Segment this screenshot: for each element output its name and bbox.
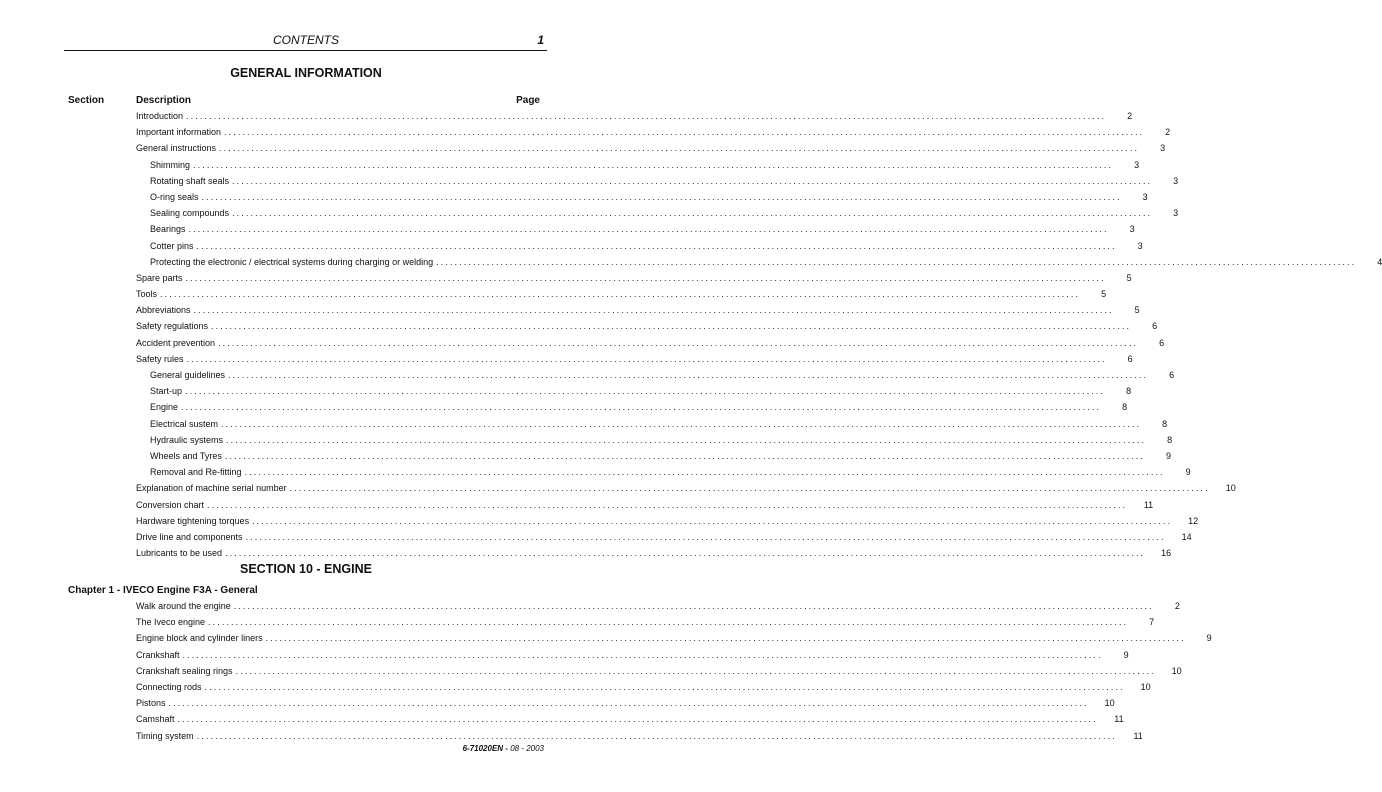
toc-entry-page: 12 <box>1188 515 1199 526</box>
toc-entry-page: 3 <box>1173 208 1179 219</box>
toc-entry-page: 8 <box>1122 402 1128 413</box>
toc-entry <box>136 448 1171 464</box>
dot-leader: ........................................................................................................................................................................................................ <box>228 370 1149 380</box>
toc-entry <box>136 270 1132 286</box>
toc-entry <box>136 630 1212 646</box>
toc-entry-label: Rotating shaft seals <box>150 175 230 186</box>
toc-entry-label: Crankshaft sealing rings <box>136 665 233 676</box>
toc-entry-page: 6 <box>1169 370 1175 380</box>
footer-separator: - <box>503 744 511 753</box>
general-contents-list <box>136 108 1382 561</box>
toc-entry <box>136 157 1140 173</box>
toc-entry-label: Timing system <box>136 730 194 741</box>
column-header-description: Description <box>136 95 192 106</box>
dot-leader: ........................................................................................................................................................................................................ <box>252 515 1173 526</box>
dot-leader: ........................................................................................................................................................................................................ <box>211 321 1132 332</box>
toc-entry-page: 2 <box>1174 601 1180 611</box>
toc-entry-page: 3 <box>1129 224 1135 235</box>
toc-entry-label: Explanation of machine serial number <box>136 483 287 494</box>
toc-entry <box>136 728 1143 744</box>
toc-entry <box>136 647 1129 663</box>
toc-entry-label: Important information <box>136 127 222 138</box>
toc-entry-label: Abbreviations <box>136 305 191 316</box>
toc-entry-label: Spare parts <box>136 272 183 283</box>
dot-leader: ........................................................................................................................................................................................................ <box>436 256 1357 267</box>
toc-entry <box>136 124 1171 140</box>
document-code: 6-71020EN <box>462 744 504 753</box>
page-number: 1 <box>537 33 544 47</box>
dot-leader: ........................................................................................................................................................................................................ <box>225 548 1146 559</box>
toc-entry <box>136 221 1135 237</box>
toc-entry-page: 2 <box>1127 111 1133 121</box>
toc-entry-label: Cotter pins <box>150 240 194 251</box>
toc-entry-page: 10 <box>1104 698 1115 709</box>
toc-entry <box>136 367 1175 383</box>
toc-entry-page: 3 <box>1134 159 1140 170</box>
toc-entry-page: 6 <box>1127 353 1133 364</box>
document-footer <box>463 744 544 753</box>
toc-entry <box>136 432 1173 448</box>
toc-entry-label: Wheels and Tyres <box>150 450 222 461</box>
dot-leader: ........................................................................................................................................................................................................ <box>201 191 1122 202</box>
toc-entry <box>136 108 1133 124</box>
dot-leader: ........................................................................................................................................................................................................ <box>232 175 1153 186</box>
toc-entry-label: Safety regulations <box>136 321 209 332</box>
toc-entry-page: 3 <box>1173 175 1179 186</box>
toc-entry-page: 16 <box>1161 548 1172 559</box>
dot-leader: ........................................................................................................................................................................................................ <box>233 601 1154 611</box>
section-10-heading: SECTION 10 - ENGINE <box>240 562 372 576</box>
dot-leader: ........................................................................................................................................................................................................ <box>204 681 1125 692</box>
toc-entry-page: 10 <box>1171 665 1182 676</box>
dot-leader: ........................................................................................................................................................................................................ <box>188 224 1109 235</box>
toc-entry <box>136 480 1236 496</box>
toc-entry <box>136 335 1165 351</box>
toc-entry-page: 9 <box>1123 649 1129 660</box>
toc-entry-label: Engine block and cylinder liners <box>136 633 263 644</box>
toc-entry <box>136 286 1107 302</box>
toc-entry-label: General instructions <box>136 143 217 154</box>
toc-entry-label: Introduction <box>136 111 184 121</box>
dot-leader: ........................................................................................................................................................................................................ <box>208 617 1129 628</box>
toc-entry-label: Crankshaft <box>136 649 180 660</box>
dot-leader: ........................................................................................................................................................................................................ <box>219 143 1140 154</box>
toc-entry <box>136 383 1132 399</box>
toc-entry-page: 14 <box>1181 531 1192 542</box>
dot-leader: ........................................................................................................................................................................................................ <box>265 633 1186 644</box>
dot-leader: ........................................................................................................................................................................................................ <box>224 450 1145 461</box>
toc-entry <box>136 663 1182 679</box>
toc-entry <box>136 140 1166 156</box>
toc-entry <box>136 695 1115 711</box>
toc-entry-page: 4 <box>1377 256 1382 267</box>
dot-leader: ........................................................................................................................................................................................................ <box>168 698 1089 709</box>
chapter-1-heading: Chapter 1 - IVECO Engine F3A - General <box>68 585 258 596</box>
dot-leader: ........................................................................................................................................................................................................ <box>186 353 1107 364</box>
toc-entry-page: 9 <box>1185 467 1191 478</box>
toc-entry-page: 3 <box>1160 143 1166 154</box>
toc-entry-label: Bearings <box>150 224 186 235</box>
column-header-section: Section <box>68 95 105 106</box>
toc-entry-label: Safety rules <box>136 353 184 364</box>
toc-entry-label: Accident prevention <box>136 337 216 348</box>
engine-contents-list <box>136 598 1212 744</box>
toc-entry-page: 3 <box>1142 191 1148 202</box>
toc-entry <box>136 545 1172 561</box>
toc-entry-label: Drive line and components <box>136 531 243 542</box>
toc-entry-label: Protecting the electronic / electrical systems during charging or welding <box>150 256 434 267</box>
toc-entry-page: 10 <box>1225 483 1236 494</box>
toc-entry <box>136 399 1128 415</box>
dot-leader: ........................................................................................................................................................................................................ <box>182 649 1103 660</box>
toc-entry-page: 11 <box>1114 714 1124 725</box>
dot-leader: ........................................................................................................................................................................................................ <box>193 305 1114 316</box>
toc-entry-label: Engine <box>150 402 179 413</box>
dot-leader: ........................................................................................................................................................................................................ <box>221 418 1142 429</box>
dot-leader: ........................................................................................................................................................................................................ <box>160 289 1081 300</box>
header-rule <box>64 50 547 51</box>
dot-leader: ........................................................................................................................................................................................................ <box>186 111 1107 121</box>
toc-entry-label: Connecting rods <box>136 681 202 692</box>
toc-entry <box>136 464 1191 480</box>
dot-leader: ........................................................................................................................................................................................................ <box>235 665 1156 676</box>
toc-entry-page: 7 <box>1149 617 1155 628</box>
toc-entry-label: Tools <box>136 289 158 300</box>
toc-entry <box>136 238 1143 254</box>
toc-entry <box>136 497 1154 513</box>
dot-leader: ........................................................................................................................................................................................................ <box>207 499 1128 510</box>
toc-entry <box>136 513 1199 529</box>
toc-entry-label: Shimming <box>150 159 191 170</box>
running-header-title: CONTENTS <box>273 33 339 47</box>
toc-entry-label: Removal and Re-fitting <box>150 467 242 478</box>
toc-entry-page: 8 <box>1126 386 1132 397</box>
dot-leader: ........................................................................................................................................................................................................ <box>193 159 1114 170</box>
toc-entry-label: Conversion chart <box>136 499 205 510</box>
toc-entry <box>136 318 1158 334</box>
toc-entry-page: 5 <box>1101 289 1107 300</box>
toc-entry-page: 3 <box>1137 240 1143 251</box>
general-information-heading: GENERAL INFORMATION <box>230 66 382 80</box>
toc-entry-label: Start-up <box>150 386 183 397</box>
toc-entry <box>136 416 1168 432</box>
dot-leader: ........................................................................................................................................................................................................ <box>177 714 1098 725</box>
toc-entry-page: 9 <box>1206 633 1212 644</box>
toc-entry-page: 5 <box>1126 272 1132 283</box>
dot-leader: ........................................................................................................................................................................................................ <box>245 531 1166 542</box>
toc-entry-label: Sealing compounds <box>150 208 230 219</box>
toc-entry-label: Camshaft <box>136 714 175 725</box>
dot-leader: ........................................................................................................................................................................................................ <box>196 240 1117 251</box>
toc-entry <box>136 614 1155 630</box>
toc-entry-page: 6 <box>1159 337 1165 348</box>
dot-leader: ........................................................................................................................................................................................................ <box>196 730 1117 741</box>
toc-entry-label: Hydraulic systems <box>150 434 224 445</box>
toc-entry <box>136 529 1192 545</box>
toc-entry <box>136 302 1140 318</box>
toc-entry-page: 9 <box>1165 450 1171 461</box>
toc-entry-page: 10 <box>1140 681 1151 692</box>
toc-entry-page: 11 <box>1143 499 1154 510</box>
toc-entry <box>136 679 1151 695</box>
column-header-page: Page <box>516 95 540 106</box>
dot-leader: ........................................................................................................................................................................................................ <box>232 208 1153 219</box>
toc-entry <box>136 205 1179 221</box>
toc-entry-label: Electrical sustem <box>150 418 219 429</box>
dot-leader: ........................................................................................................................................................................................................ <box>289 483 1210 494</box>
toc-entry-page: 2 <box>1165 127 1171 138</box>
toc-entry-label: Walk around the engine <box>136 601 231 611</box>
toc-entry <box>136 173 1179 189</box>
toc-entry <box>136 189 1148 205</box>
toc-entry-label: Lubricants to be used <box>136 548 223 559</box>
dot-leader: ........................................................................................................................................................................................................ <box>181 402 1102 413</box>
toc-entry <box>136 254 1382 270</box>
document-date: 08 - 2003 <box>510 744 544 753</box>
toc-entry <box>136 711 1124 727</box>
dot-leader: ........................................................................................................................................................................................................ <box>218 337 1139 348</box>
toc-entry-page: 8 <box>1167 434 1173 445</box>
dot-leader: ........................................................................................................................................................................................................ <box>244 467 1165 478</box>
toc-entry <box>136 351 1133 367</box>
toc-entry-page: 6 <box>1152 321 1158 332</box>
dot-leader: ........................................................................................................................................................................................................ <box>185 272 1106 283</box>
toc-entry-label: Hardware tightening torques <box>136 515 250 526</box>
toc-entry-label: Pistons <box>136 698 166 709</box>
toc-entry <box>136 598 1180 614</box>
toc-entry-label: The Iveco engine <box>136 617 206 628</box>
toc-entry-label: General guidelines <box>150 370 226 380</box>
dot-leader: ........................................................................................................................................................................................................ <box>226 434 1147 445</box>
toc-entry-page: 11 <box>1133 730 1143 741</box>
toc-entry-page: 8 <box>1162 418 1168 429</box>
dot-leader: ........................................................................................................................................................................................................ <box>185 386 1106 397</box>
toc-entry-label: O-ring seals <box>150 191 199 202</box>
toc-entry-page: 5 <box>1134 305 1140 316</box>
dot-leader: ........................................................................................................................................................................................................ <box>224 127 1145 138</box>
